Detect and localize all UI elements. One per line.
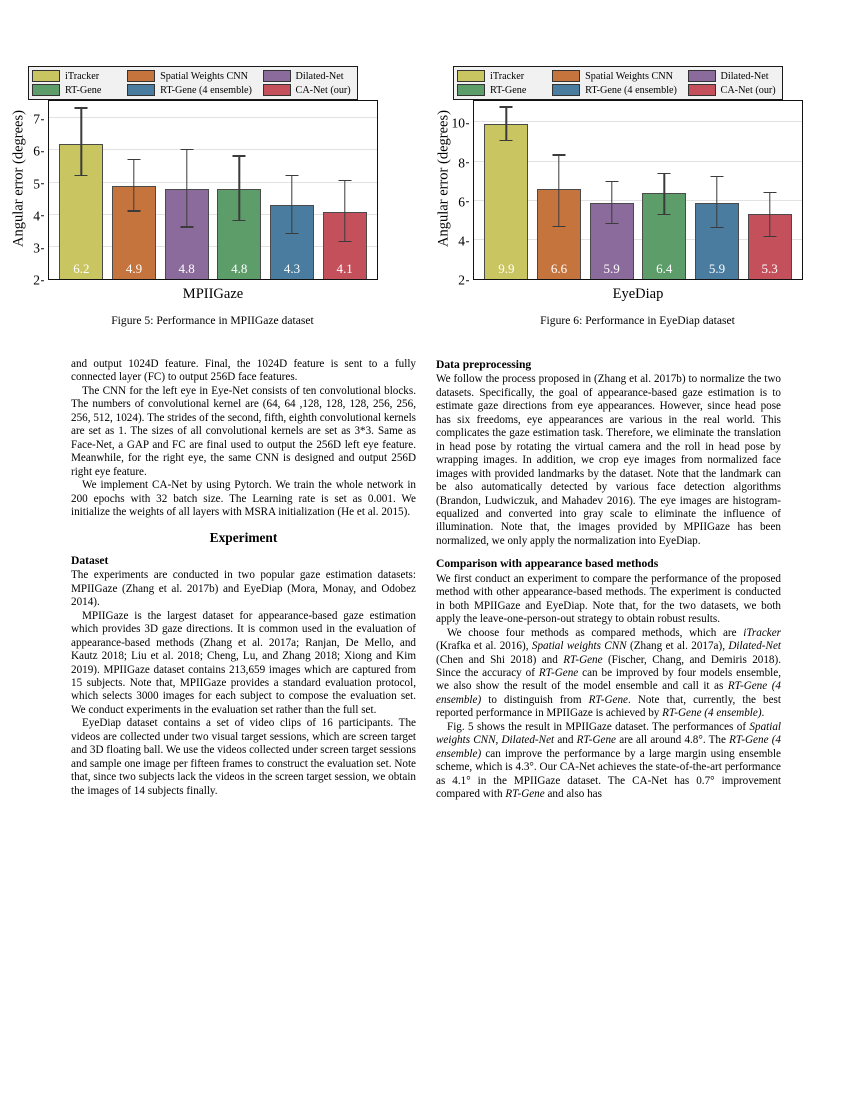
figures-row (0, 62, 850, 342)
bar-slot (642, 101, 686, 279)
legend-item-dilated-net (688, 70, 779, 82)
error-bar (558, 156, 559, 227)
text-run: can be improved by four models ensemble, we also show the result of the model ensemble and call it as (436, 666, 781, 693)
text-run: (Krafka et al. 2016), (436, 640, 532, 653)
figure-5-plot (0, 100, 425, 345)
left-column (71, 358, 416, 978)
y-tick-label: 5 (33, 175, 40, 191)
legend-item-rt-gene-ensemble (127, 84, 262, 96)
bar-value-label: 4.9 (125, 261, 143, 276)
legend-swatch-rt-gene-ensemble (127, 84, 155, 96)
error-bar (716, 177, 717, 228)
legend-swatch-rt-gene-ensemble (552, 84, 580, 96)
y-tick-label: 6 (458, 193, 465, 209)
bar-value-label: 6.4 (656, 261, 673, 276)
y-tick-label: 3 (33, 240, 40, 256)
error-bar-cap-upper (285, 175, 298, 176)
paragraph: and output 1024D feature. Final, the 1024D feature is sent to a fully connected layer (FC) to output 256D face features. (71, 358, 416, 384)
paragraph (436, 721, 781, 802)
legend-label-rt-gene: RT-Gene (65, 84, 102, 96)
paragraph: The CNN for the left eye in Eye-Net consists of ten convolutional blocks. The numbers of convolutional kernel are (64, 64 ,128, 128, 128, 256, 256, 256, 512, 1024). The strides of the second, fifth, eighth convolutional kernels are set as 1. The sizes of all convolutional kernels are set as 3*3. Same as Face-Net, a GAP and FC are final used to output the 256D left eye feature. Meanwhile, for the right eye, the same CNN is designed and output 256D right eye feature. (71, 384, 416, 478)
bar-slot (59, 101, 103, 279)
text-run: (Chen and Shi 2018) and (436, 653, 564, 666)
section-heading-experiment: Experiment (209, 530, 278, 546)
right-column (436, 358, 781, 978)
y-tick-label: 4 (33, 207, 40, 223)
legend-label-itracker: iTracker (65, 70, 100, 82)
bar-slot (217, 101, 261, 279)
bar-value-label: 4.8 (178, 261, 195, 276)
error-bar (239, 157, 240, 221)
legend-item-ca-net (263, 84, 354, 96)
figure-5-bars (49, 101, 377, 279)
error-bar-cap-upper (658, 173, 671, 174)
bar-value-label: 4.1 (336, 261, 353, 276)
legend-label-rt-gene-ensemble: RT-Gene (4 ensemble) (160, 84, 252, 96)
error-bar-cap-lower (763, 236, 776, 237)
figure-5-y-ticks (18, 100, 44, 288)
figure-5-axes (48, 100, 378, 280)
text-run: and also has (544, 788, 602, 801)
figure-6-y-ticks (443, 100, 469, 288)
paragraph: We follow the process proposed in (Zhang et al. 2017b) to normalize the two datasets. Specifically, the goal of appearance-based gaze estimation is to estimate gaze directions from eye appearances. However, since head pose has six freedoms, eye appearances are various in the real world. This complicates the gaze estimation task. Therefore, we eliminate the translation in head pose by rotating the virtual camera and the roll in head pose by wrapping images. In addition, we crop eye images from normalized face images with provided landmarks by the dataset. Note that the landmark can be also automatically detected by various face detection algorithms (Brandon, Ludwiczuk, and Mahadev 2016). The eye images are histogram-equalized and converted into gray scale to eliminate the influence of illumination. Note that, the images provided by MPIIGaze has been normalized, we only apply the normalization into EyeDiap. (436, 373, 781, 547)
method-name: iTracker (743, 626, 781, 639)
legend-item-dilated-net (263, 70, 354, 82)
text-run: We choose four methods as compared methods, which are (447, 626, 744, 639)
subsection-heading-dataset: Dataset (71, 553, 109, 567)
error-bar-cap-lower (338, 241, 351, 242)
legend-row-2 (457, 83, 779, 97)
legend-swatch-spatial-weights-cnn (127, 70, 155, 82)
error-bar-cap-upper (605, 181, 618, 182)
paragraph: MPIIGaze is the largest dataset for appearance-based gaze estimation which provides 3D gaze directions. It is common used in the evaluation of appearance-based methods (Zhang et al. 2017a; Ranjan, De Mello, and Kautz 2018; Liu et al. 2018; Cheng, Lu, and Zhang 2018; Xiong and Kim 2019). MPIIGaze dataset contains 213,659 images which are captured from 15 subjects. Note that, MPIIGaze provides a standard evaluation protocol, which selects 3000 images for each subject to compose the evaluation set. We conduct experiments in the evaluation set rather than the full set. (71, 609, 416, 716)
text-run: . (761, 707, 765, 720)
bar-slot (270, 101, 314, 279)
error-bar (344, 181, 345, 242)
error-bar-cap-lower (233, 220, 246, 221)
legend-item-rt-gene-ensemble (552, 84, 687, 96)
method-name: RT-Gene (563, 653, 603, 666)
legend-row-1 (457, 69, 779, 83)
legend-label-spatial-weights-cnn: Spatial Weights CNN (585, 70, 673, 82)
y-tick-label: 2 (33, 272, 40, 288)
legend-item-rt-gene (457, 84, 552, 96)
error-bar-cap-lower (552, 226, 565, 227)
method-name: RT-Gene (588, 693, 628, 706)
text-run: (Zhang et al. 2017a), (626, 640, 729, 653)
paragraph: We implement CA-Net by using Pytorch. We train the whole network in 200 epochs with 32 batch size. The Learning rate is set as 0.001. We initialize the weights of all layers with MSRA initialization (He et al. 2015). (71, 479, 416, 518)
figure-6-block (425, 62, 850, 342)
error-bar (133, 160, 134, 211)
error-bar-cap-upper (500, 106, 513, 107)
error-bar-cap-upper (710, 176, 723, 177)
error-bar-cap-upper (763, 192, 776, 193)
legend-item-rt-gene (32, 84, 127, 96)
legend-item-itracker (457, 70, 552, 82)
y-tick-label: 2 (458, 272, 465, 288)
error-bar-cap-lower (500, 140, 513, 141)
method-name: Spatial weights CNN (531, 640, 627, 653)
error-bar (611, 182, 612, 224)
figure-6-axes (473, 100, 803, 280)
paragraph: We first conduct an experiment to compare the performance of the proposed method with other appearance-based methods. The experiment is conducted in both MPIIGaze and EyeDiap. Note that, for the two datasets, we both apply the leave-one-person-out strategy to obtain robust results. (436, 572, 781, 626)
legend-item-ca-net (688, 84, 779, 96)
legend-row-2 (32, 83, 354, 97)
bar-slot (112, 101, 156, 279)
legend-item-itracker (32, 70, 127, 82)
y-tick-label: 4 (458, 233, 465, 249)
bar-value-label: 5.9 (603, 261, 620, 276)
legend-swatch-spatial-weights-cnn (552, 70, 580, 82)
bar-value-label: 5.3 (761, 261, 778, 276)
text-run: and (554, 734, 577, 747)
legend-swatch-ca-net (688, 84, 716, 96)
method-name: Spatial weights CNN (436, 720, 781, 747)
body-columns (0, 358, 850, 978)
legend-label-spatial-weights-cnn: Spatial Weights CNN (160, 70, 248, 82)
figure-5-x-axis-label: MPIIGaze (182, 286, 244, 302)
paragraph: EyeDiap dataset contains a set of video clips of 16 participants. The videos are collected under two visual target sessions, which are screen target and 3D floating ball. We use the videos collected under screen target sessions and sample one image per fifteen frames to construct the evaluation set. Note that, since two subjects lack the videos in the screen target session, we obtain the images of 14 subjects finally. (71, 717, 416, 797)
error-bar-cap-lower (127, 210, 140, 211)
error-bar-cap-lower (605, 223, 618, 224)
error-bar (291, 176, 292, 234)
subsection-heading-comparison: Comparison with appearance based methods (436, 557, 659, 571)
method-name: RT-Gene (4 ensemble) (436, 734, 781, 760)
error-bar-cap-lower (180, 226, 193, 227)
legend-label-ca-net: CA-Net (our) (295, 84, 351, 96)
figure-5-caption: Figure 5: Performance in MPIIGaze dataset (111, 314, 314, 327)
legend-row-1 (32, 69, 354, 83)
text-run: . Note that, currently, the best reported performance in MPIIGaze is achieved by (436, 693, 781, 720)
legend-swatch-dilated-net (263, 70, 291, 82)
y-tick-label: 6 (33, 143, 40, 159)
legend-label-rt-gene-ensemble: RT-Gene (4 ensemble) (585, 84, 677, 96)
text-run: Fig. 5 shows the result in MPIIGaze dataset. The performances of (447, 720, 750, 733)
error-bar-cap-upper (180, 149, 193, 150)
bar-value-label: 6.6 (550, 261, 568, 276)
legend-swatch-dilated-net (688, 70, 716, 82)
legend-swatch-rt-gene (457, 84, 485, 96)
figure-6-caption: Figure 6: Performance in EyeDiap dataset (540, 314, 735, 327)
bar-value-label: 9.9 (498, 261, 515, 276)
legend-label-rt-gene: RT-Gene (490, 84, 527, 96)
legend-label-dilated-net: Dilated-Net (720, 70, 769, 82)
method-name: RT-Gene (576, 734, 616, 747)
figure-5-legend (28, 66, 358, 100)
legend-item-spatial-weights-cnn (552, 70, 687, 82)
legend-swatch-rt-gene (32, 84, 60, 96)
legend-label-ca-net: CA-Net (our) (720, 84, 776, 96)
method-name: Dilated-Net (501, 734, 555, 747)
bar-slot (748, 101, 792, 279)
paragraph (436, 627, 781, 721)
bar-slot (484, 101, 528, 279)
text-run: (Fischer, Chang, and Demiris 2018). Since the accuracy of (436, 653, 781, 679)
bar (484, 124, 528, 279)
bar-slot (695, 101, 739, 279)
y-tick-label: 8 (458, 154, 465, 170)
legend-swatch-ca-net (263, 84, 291, 96)
figure-6-bars (474, 101, 802, 279)
method-name: Dilated-Net (728, 640, 781, 653)
error-bar-cap-lower (710, 227, 723, 228)
legend-label-itracker: iTracker (490, 70, 525, 82)
figure-5-block (0, 62, 425, 342)
text-run: , (495, 734, 502, 747)
error-bar-cap-lower (285, 233, 298, 234)
method-name: RT-Gene (4 ensemble) (436, 680, 781, 706)
error-bar-cap-upper (552, 154, 565, 155)
text-run: to distinguish from (481, 693, 589, 706)
figure-6-x-axis-label: EyeDiap (612, 286, 664, 302)
bar-slot (165, 101, 209, 279)
subsection-heading-data-preprocessing: Data preprocessing (436, 358, 532, 371)
error-bar-cap-lower (75, 175, 88, 176)
method-name: RT-Gene (4 ensemble) (662, 707, 762, 720)
figure-6-plot (425, 100, 850, 345)
bar-slot (537, 101, 581, 279)
text-run: are all around 4.8°. The (616, 734, 730, 747)
bar-value-label: 4.3 (283, 261, 301, 276)
error-bar (81, 109, 82, 177)
error-bar (664, 174, 665, 215)
y-tick-label: 10 (451, 115, 465, 131)
error-bar-cap-upper (127, 159, 140, 160)
legend-swatch-itracker (457, 70, 485, 82)
error-bar-cap-upper (338, 180, 351, 181)
paragraph: The experiments are conducted in two popular gaze estimation datasets: MPIIGaze (Zhang et al. 2017b) and EyeDiap (Mora, Monay, and Odobez 2014). (71, 569, 416, 609)
legend-item-spatial-weights-cnn (127, 70, 262, 82)
legend-label-dilated-net: Dilated-Net (295, 70, 344, 82)
bar-slot (590, 101, 634, 279)
error-bar-cap-lower (658, 214, 671, 215)
method-name: RT-Gene (538, 666, 579, 679)
error-bar (769, 193, 770, 237)
error-bar (186, 150, 187, 227)
figure-6-legend (453, 66, 783, 100)
y-tick-label: 7 (33, 111, 40, 127)
bar-value-label: 4.8 (231, 261, 248, 276)
bar-slot (323, 101, 367, 279)
bar-value-label: 5.9 (708, 261, 726, 276)
text-run: can improve the performance by a large margin using ensemble scheme, which is 4.3°. Our CA-Net achieves the state-of-the-art performance as 4.1° in the MPIIGaze dataset. The CA-Net has 0.7° improvement compared with (436, 747, 781, 801)
figure-5-y-axis-label: Angular error (degrees) (10, 110, 27, 247)
legend-swatch-itracker (32, 70, 60, 82)
method-name: RT-Gene (505, 788, 545, 801)
error-bar-cap-upper (233, 155, 246, 156)
figure-6-y-axis-label: Angular error (degrees) (435, 110, 452, 247)
error-bar (506, 108, 507, 141)
bar-value-label: 6.2 (73, 261, 90, 276)
error-bar-cap-upper (75, 107, 88, 108)
